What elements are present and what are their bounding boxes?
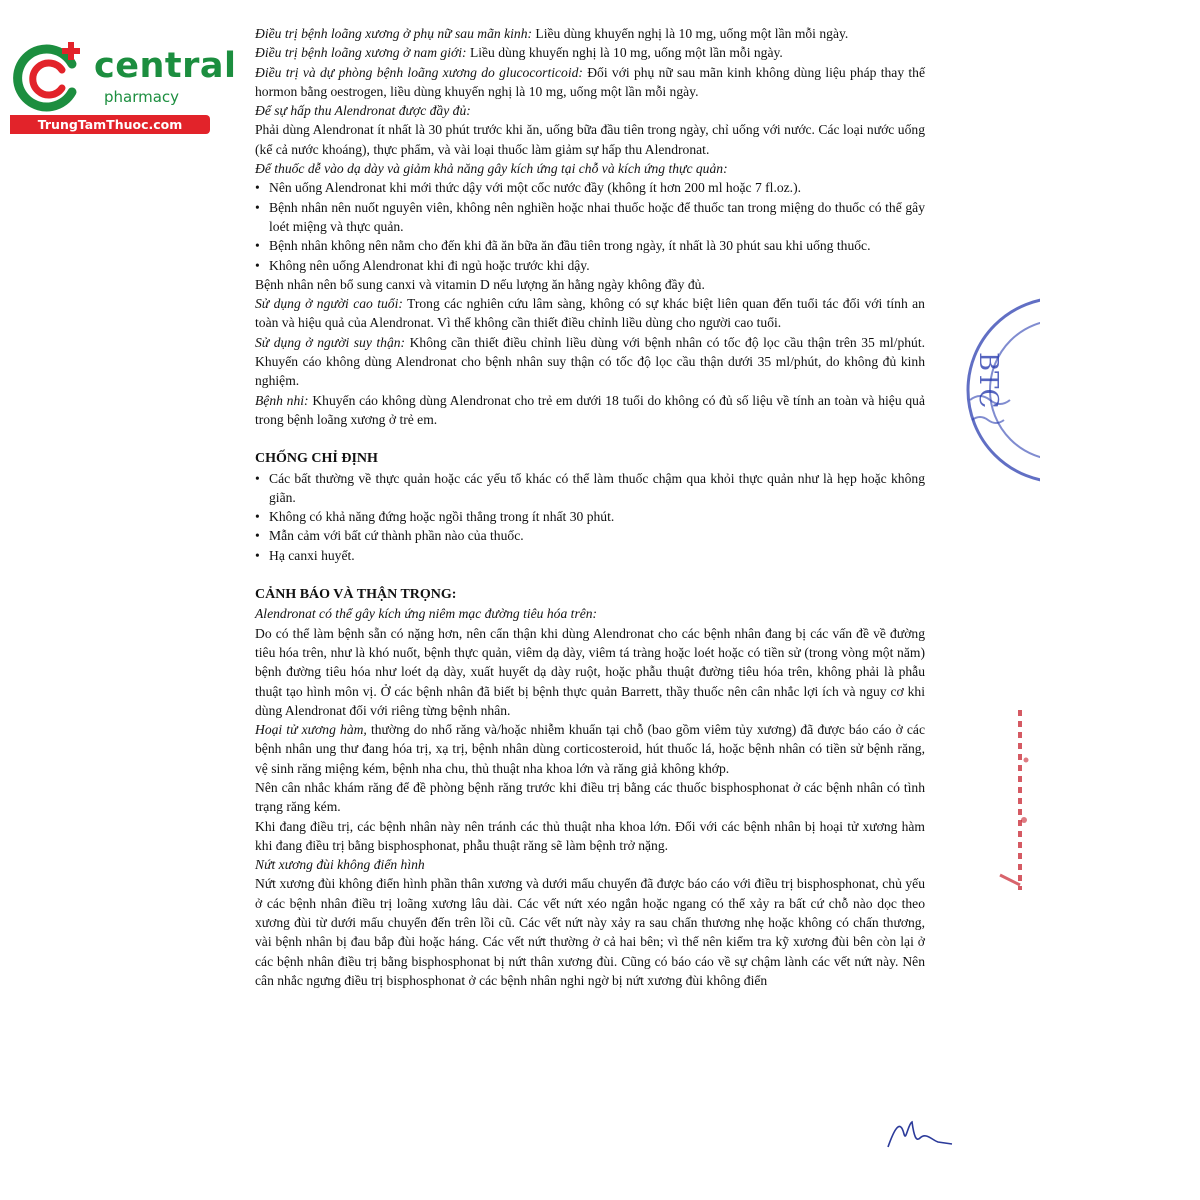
gi-irritation-text: Do có thể làm bệnh sẵn có nặng hơn, nên cẩn thận khi dùng Alendronat cho các bệnh nhân đang bị các vấn đề về đường tiêu hóa trên, như là khó nuốt, bệnh thực quản, viêm dạ dày, viêm tá tràng hoặc loét hoặc có tiền sử (trong vòng một năm) bệnh đường tiêu hóa như loét dạ dày, xuất huyết dạ dày ruột, hoặc phẫu thuật đường tiêu hóa trên, không phải là phẫu thuật tạo hình môn vị. Ở các bệnh nhân đã biết bị bệnh thực quản Barrett, thầy thuốc nên cân nhắc lợi ích và nguy cơ khi dùng Alendronat đối với riêng từng bệnh nhân.: [255, 625, 925, 718]
jaw-necrosis: [255, 720, 925, 778]
list-item: • Mẫn cảm với bất cứ thành phần nào của thuốc.: [255, 526, 925, 545]
femur-fracture-label: Nứt xương đùi không điển hình: [255, 857, 425, 873]
brand-subtitle: pharmacy: [104, 88, 180, 106]
dosage-men-label: Điều trị bệnh loãng xương ở nam giới:: [255, 45, 467, 61]
dosage-men: [255, 43, 925, 62]
elderly-label: Sử dụng ở người cao tuổi:: [255, 296, 403, 312]
dosage-women: [255, 24, 925, 43]
list-item: • Bệnh nhân nên nuốt nguyên viên, không nên nghiền hoặc nhai thuốc hoặc để thuốc tan trong miệng do thuốc có thể gây loét miệng và thực quản.: [255, 198, 925, 237]
contraindications-heading: CHỐNG CHỈ ĐỊNH: [255, 451, 378, 467]
gi-irritation-label: Alendronat có thể gây kích ứng niêm mạc đường tiêu hóa trên:: [255, 606, 598, 622]
list-item: • Các bất thường về thực quản hoặc các yếu tố khác có thể làm thuốc chậm qua khỏi thực quản như là hẹp hoặc không giãn.: [255, 469, 925, 508]
pediatric-use: [255, 391, 925, 430]
warnings-heading: CẢNH BÁO VÀ THẬN TRỌNG:: [255, 587, 457, 603]
list-item: • Hạ canxi huyết.: [255, 546, 925, 565]
esophagus-list: [255, 178, 925, 274]
dosage-gluco-text: Đối với phụ nữ sau mãn kinh không dùng liệu pháp thay thế hormon bằng oestrogen, liều dùng khuyến nghị là 10 mg, uống một lần mỗi ngày.: [255, 64, 926, 99]
list-item: • Không có khả năng đứng hoặc ngồi thẳng trong ít nhất 30 phút.: [255, 507, 925, 526]
list-item: • Nên uống Alendronat khi mới thức dậy với một cốc nước đầy (không ít hơn 200 ml hoặc 7 fl.oz.).: [255, 178, 925, 197]
list-item: • Bệnh nhân không nên nằm cho đến khi đã ăn bữa ăn đầu tiên trong ngày, ít nhất là 30 phút sau khi uống thuốc.: [255, 236, 925, 255]
brand-website-link[interactable]: TrungTamThuoc.com: [10, 115, 210, 134]
central-pharmacy-logo-icon: [10, 38, 86, 114]
pediatric-label: Bệnh nhi:: [255, 392, 309, 408]
during-treatment-text: Khi đang điều trị, các bệnh nhân này nên tránh các thủ thuật nha khoa lớn. Đối với các bệnh nhân bị hoại tử xương hàm khi đang điều trị bằng bisphosphonat, phẫu thuật răng sẽ làm bệnh trở nặng.: [255, 818, 925, 853]
signature-icon: [880, 1112, 960, 1157]
brand-logo: [10, 36, 237, 136]
elderly-text: Trong các nghiên cứu lâm sàng, không có sự khác biệt liên quan đến tuổi tác đối với tính an toàn và hiệu quả của Alendronat. Vì thế không cần thiết điều chỉnh liều dùng cho người cao tuổi.: [255, 296, 925, 331]
femur-fracture-text: Nứt xương đùi không điển hình phần thân xương và dưới mấu chuyển đã được báo cáo với điều trị bisphosphonat, chủ yếu ở các bệnh nhân điều trị loãng xương lâu dài. Các vết nứt xéo ngắn hoặc ngang có thể xảy ra bất cứ chỗ nào dọc theo xương đùi từ dưới mấu chuyển đến trên lồi cũ. Các vết nứt này xảy ra sau chấn thương nhẹ hoặc không có chấn thương, vài bệnh nhân bị đau bắp đùi hoặc háng. Các vết nứt thường ở cả hai bên; vì thế nên kiểm tra kỹ xương đùi bên còn lại ở các bệnh nhân điều trị bằng bisphosphonat bị nứt thân xương đùi. Cũng có báo cáo về sự chậm lành các vết nứt này. Nên cân nhắc ngưng điều trị bisphosphonat ở các bệnh nhân nghi ngờ bị nứt xương đùi không điển: [255, 876, 925, 988]
dosage-women-label: Điều trị bệnh loãng xương ở phụ nữ sau mãn kinh:: [255, 26, 533, 41]
absorption-text: Phải dùng Alendronat ít nhất là 30 phút trước khi ăn, uống bữa đầu tiên trong ngày, chỉ uống với nước. Các loại nước uống (kể cả nước khoáng), thực phẩm, và vài loại thuốc làm giảm sự hấp thu Alendronat.: [255, 122, 925, 157]
jaw-necrosis-text: thường do nhổ răng và/hoặc nhiễm khuẩn tại chỗ (bao gồm viêm tủy xương) đã được báo cáo ở các bệnh nhân ung thư đang hóa trị, xạ trị, bệnh nhân dùng corticosteroid, hút thuốc lá, hoặc bệnh nhân có tiền sử bệnh răng, vệ sinh răng miệng kém, bệnh nha chu, thủ thuật nha khoa lớn và răng giả không khớp.: [255, 722, 925, 776]
dental-exam-text: Nên cân nhắc khám răng để đề phòng bệnh răng trước khi điều trị bằng các thuốc bisphosphonat ở các bệnh nhân có tình trạng răng kém.: [255, 779, 925, 815]
renal-text: Không cần thiết điều chỉnh liều dùng với bệnh nhân có tốc độ lọc cầu thận trên 35 ml/phút. Khuyến cáo không dùng Alendronat cho bệnh nhân suy thận có tốc độ lọc cầu thận dưới 35 ml/phút, do không đủ kinh nghiệm.: [255, 334, 926, 389]
absorption-label: Để sự hấp thu Alendronat được đầy đủ:: [255, 103, 471, 119]
renal-use: [255, 333, 925, 391]
red-stamp-icon: [990, 700, 1035, 900]
contraindications-list: [255, 469, 925, 565]
jaw-necrosis-label: Hoại tử xương hàm,: [255, 722, 367, 738]
blue-stamp-icon: [960, 290, 1040, 490]
dosage-gluco-label: Điều trị và dự phòng bệnh loãng xương do glucocorticoid:: [255, 64, 583, 80]
list-item: • Không nên uống Alendronat khi đi ngủ hoặc trước khi dậy.: [255, 256, 925, 275]
svg-text:BTC: BTC: [973, 352, 1003, 409]
esophagus-label: Để thuốc dễ vào dạ dày và giảm khả năng gây kích ứng tại chỗ và kích ứng thực quản:: [255, 161, 728, 177]
elderly-use: [255, 294, 925, 333]
brand-name: central: [94, 46, 237, 86]
renal-label: Sử dụng ở người suy thận:: [255, 334, 406, 350]
dosage-men-text: Liều dùng khuyến nghị là 10 mg, uống một lần mỗi ngày.: [466, 45, 783, 61]
supplement-text: Bệnh nhân nên bổ sung canxi và vitamin D nếu lượng ăn hằng ngày không đầy đủ.: [255, 276, 705, 292]
dosage-women-text: Liều dùng khuyến nghị là 10 mg, uống một lần mỗi ngày.: [532, 26, 849, 41]
leaflet-page: [255, 24, 925, 990]
pediatric-text: Khuyến cáo không dùng Alendronat cho trẻ em dưới 18 tuổi do không có đủ số liệu về tính an toàn và hiệu quả trong bệnh loãng xương ở trẻ em.: [255, 392, 925, 427]
dosage-glucocorticoid: [255, 63, 925, 102]
